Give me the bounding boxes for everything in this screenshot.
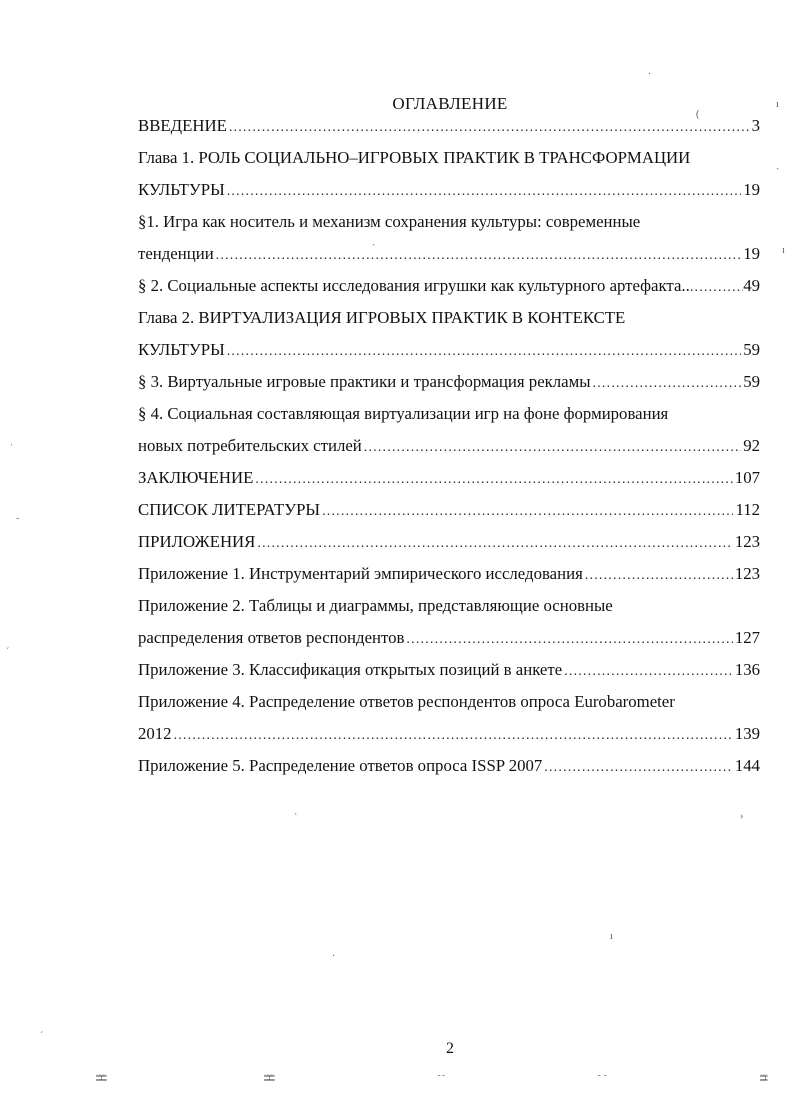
leader-dots — [216, 248, 742, 264]
toc-entry-appendix-4[interactable] — [138, 692, 760, 716]
toc-entry-page: 19 — [743, 244, 760, 263]
toc-entry-text: § 3. Виртуальные игровые практики и трансформация рекламы — [138, 372, 591, 391]
toc-entry-appendix-5[interactable] — [138, 756, 760, 780]
scan-footer-mark: ╴ ╴ — [598, 1072, 608, 1080]
scan-speck: › — [740, 811, 744, 822]
toc-entry-text: § 2. Социальные аспекты исследования игрушки как культурного артефакта.. — [138, 276, 690, 295]
toc-entry-page: 92 — [743, 436, 760, 455]
toc-entry-text: §1. Игра как носитель и механизм сохранения культуры: современные — [138, 212, 641, 231]
toc-entry-page: 144 — [734, 756, 760, 775]
toc-entry-text: распределения ответов респондентов — [138, 628, 405, 647]
leader-dots — [585, 568, 733, 584]
toc-entry-chapter-1[interactable] — [138, 148, 760, 172]
toc-entry-introduction[interactable] — [138, 116, 760, 140]
toc-entry-section-2[interactable] — [138, 276, 760, 300]
leader-dots — [593, 376, 742, 392]
scan-footer-mark: ╶ ╴ — [436, 1072, 446, 1080]
toc-entry-text: ПРИЛОЖЕНИЯ — [138, 532, 256, 551]
toc-entry-text: Приложение 2. Таблицы и диаграммы, представляющие основные — [138, 596, 613, 615]
toc-entry-page: 59 — [743, 372, 760, 391]
toc-entry-chapter-2-cont[interactable] — [138, 340, 760, 364]
toc-entry-page: 59 — [743, 340, 760, 359]
toc-entry-page: 49 — [743, 276, 760, 295]
toc-entry-section-1[interactable] — [138, 212, 760, 236]
leader-dots — [257, 536, 732, 552]
scan-speck: ˌ — [10, 435, 14, 446]
toc-entry-chapter-1-cont[interactable] — [138, 180, 760, 204]
toc-entry-page: 107 — [734, 468, 760, 487]
scan-speck: ˊ — [6, 647, 10, 658]
toc-entry-page: 139 — [734, 724, 760, 743]
toc-entry-appendices[interactable] — [138, 532, 760, 556]
toc-entry-appendix-1[interactable] — [138, 564, 760, 588]
toc-entry-page: 123 — [734, 564, 760, 583]
toc-entry-section-4[interactable] — [138, 404, 760, 428]
leader-dots — [227, 344, 742, 360]
toc-entry-text: Приложение 4. Распределение ответов респондентов опроса Eurobarometer — [138, 692, 675, 711]
toc-entry-text: Глава 1. РОЛЬ СОЦИАЛЬНО–ИГРОВЫХ ПРАКТИК В ТРАНСФОРМАЦИИ — [138, 148, 691, 167]
scan-speck: ı — [776, 99, 779, 110]
scan-speck: ˍ — [16, 509, 20, 520]
toc-entry-page: 112 — [735, 500, 760, 519]
leader-dots — [174, 728, 733, 744]
leader-dots — [406, 632, 732, 648]
leader-dots — [364, 440, 741, 456]
toc-entry-text: СПИСОК ЛИТЕРАТУРЫ — [138, 500, 321, 519]
toc-entry-section-1-cont[interactable] — [138, 244, 760, 268]
toc-title: ОГЛАВЛЕНИЕ — [392, 94, 508, 113]
toc-entry-text: Глава 2. ВИРТУАЛИЗАЦИЯ ИГРОВЫХ ПРАКТИК В КОНТЕКСТЕ — [138, 308, 626, 327]
leader-dots — [690, 280, 743, 296]
scan-speck: ˎ — [776, 159, 780, 170]
toc-entry-section-4-cont[interactable] — [138, 436, 760, 460]
toc-entry-text: § 4. Социальная составляющая виртуализации игр на фоне формирования — [138, 404, 669, 423]
toc-entry-appendix-2-cont[interactable] — [138, 628, 760, 652]
leader-dots — [229, 120, 750, 136]
scan-speck: ( — [696, 109, 700, 120]
scan-footer-mark: ═╤═ ▔▔▔ — [264, 1072, 274, 1088]
toc-entry-chapter-2[interactable] — [138, 308, 760, 332]
leader-dots — [564, 664, 733, 680]
leader-dots — [255, 472, 732, 488]
toc-entry-page: 19 — [743, 180, 760, 199]
scan-speck: ˊ — [40, 1031, 44, 1042]
toc-entry-appendix-3[interactable] — [138, 660, 760, 684]
scan-speck: ˏ — [372, 235, 376, 246]
toc-entry-text: тенденции — [138, 244, 214, 263]
toc-entry-appendix-2[interactable] — [138, 596, 760, 620]
toc-entry-page: 136 — [734, 660, 760, 679]
leader-dots — [544, 760, 733, 776]
leader-dots — [227, 184, 742, 200]
toc-entry-text: Приложение 5. Распределение ответов опроса ISSP 2007 — [138, 756, 543, 775]
scan-speck: · — [648, 69, 652, 80]
toc-entry-text: Приложение 3. Классификация открытых позиций в анкете — [138, 660, 563, 679]
page-number: 2 — [446, 1040, 454, 1057]
scan-speck: ı — [782, 245, 785, 256]
toc-entry-text: КУЛЬТУРЫ — [138, 180, 225, 199]
toc-entry-text: ВВЕДЕНИЕ — [138, 116, 227, 135]
toc-entry-text: ЗАКЛЮЧЕНИЕ — [138, 468, 254, 487]
toc-entry-text: КУЛЬТУРЫ — [138, 340, 225, 359]
toc-entry-page: 123 — [734, 532, 760, 551]
toc-entry-text: новых потребительских стилей — [138, 436, 362, 455]
scan-speck: ı — [610, 931, 613, 942]
scan-speck: ˋ — [294, 813, 298, 824]
toc-entry-page: 127 — [734, 628, 760, 647]
toc-entry-conclusion[interactable] — [138, 468, 760, 492]
toc-entry-text: 2012 — [138, 724, 172, 743]
scan-speck: · — [332, 951, 336, 962]
scan-footer-mark: ═╤═ ▔▔▔ — [96, 1072, 106, 1088]
toc-entry-text: Приложение 1. Инструментарий эмпирического исследования — [138, 564, 583, 583]
scan-footer-mark: ═╤ ▔▔ — [760, 1072, 767, 1088]
toc-entry-page: 3 — [751, 116, 760, 135]
leader-dots — [322, 504, 733, 520]
toc-entry-section-3[interactable] — [138, 372, 760, 396]
toc-entry-appendix-4-cont[interactable] — [138, 724, 760, 748]
toc-entry-bibliography[interactable] — [138, 500, 760, 524]
